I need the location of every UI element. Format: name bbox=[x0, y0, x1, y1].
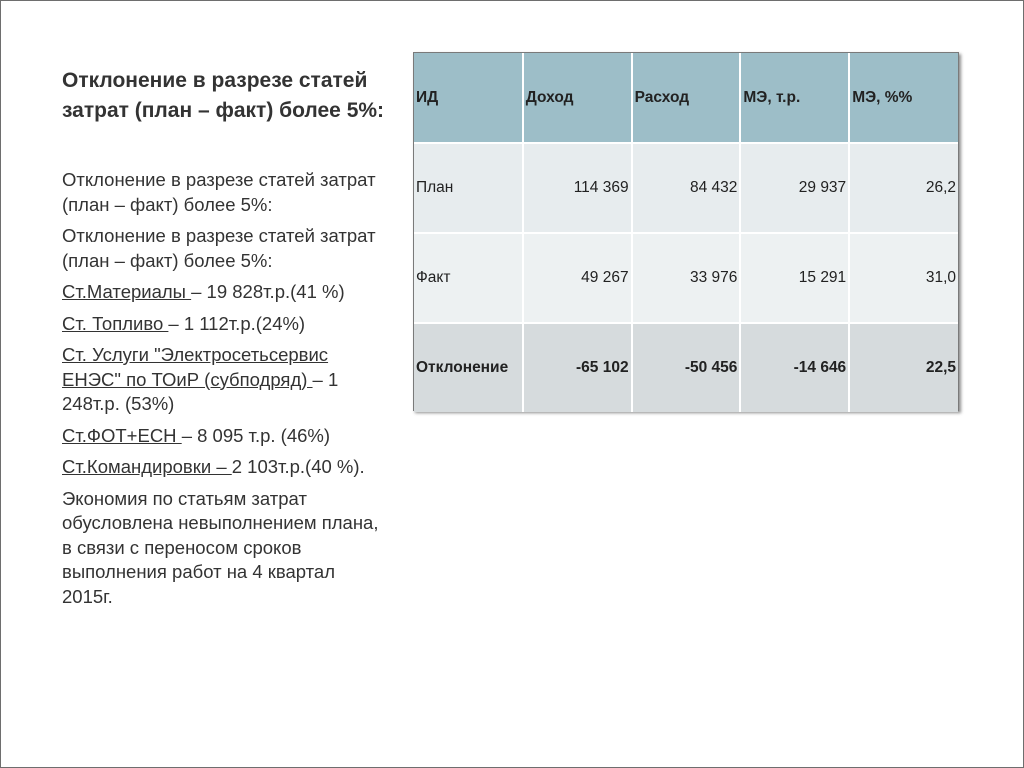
cost-item-link[interactable]: Ст. Услуги "Электросетьсервис ЕНЭС" по ТОиР (субподряд) bbox=[62, 344, 329, 390]
cost-item-value: 2 103т.р.(40 %). bbox=[231, 456, 365, 477]
table-cell: -14 646 bbox=[740, 323, 849, 412]
cost-item-value: – 8 095 т.р. (46%) bbox=[181, 424, 331, 446]
table-cell: 33 976 bbox=[632, 233, 741, 323]
table-cell: 26,2 bbox=[849, 143, 958, 233]
column-header: МЭ, т.р. bbox=[740, 53, 849, 143]
cost-item-fuel bbox=[62, 312, 382, 337]
table-cell: -65 102 bbox=[523, 323, 632, 412]
table-row-total bbox=[414, 323, 958, 412]
table-cell: Факт bbox=[414, 233, 523, 323]
body-paragraph: Отклонение в разрезе статей затрат (план – факт) более 5%: bbox=[62, 169, 376, 215]
cost-item-services bbox=[62, 343, 382, 417]
cost-item-link[interactable]: Ст.ФОТ+ЕСН bbox=[62, 424, 182, 446]
cost-item-link[interactable]: Ст.Командировки – bbox=[62, 456, 232, 477]
table-cell: План bbox=[414, 143, 523, 233]
cost-item-value: – 19 828т.р.(41 %) bbox=[191, 281, 345, 302]
table-row bbox=[414, 143, 958, 233]
table-cell: 49 267 bbox=[523, 233, 632, 323]
table-header-row bbox=[414, 53, 958, 143]
table-cell: 84 432 bbox=[632, 143, 741, 233]
table-cell: 114 369 bbox=[523, 143, 632, 233]
cost-item-link[interactable]: Ст. Топливо bbox=[62, 312, 169, 334]
cost-item-travel bbox=[62, 455, 382, 480]
column-header: МЭ, %% bbox=[849, 53, 958, 143]
table-cell: 29 937 bbox=[740, 143, 849, 233]
slide-title: Отклонение в разрезе статей затрат (план – факт) более 5%: bbox=[62, 69, 385, 122]
table-row bbox=[414, 233, 958, 323]
table-cell: 22,5 bbox=[849, 323, 958, 412]
cost-item-value: – 1 112т.р.(24%) bbox=[168, 312, 306, 334]
budget-table bbox=[413, 52, 959, 411]
column-header: ИД bbox=[416, 88, 439, 106]
column-header: Расход bbox=[632, 53, 741, 143]
body-paragraph: Отклонение в разрезе статей затрат (план – факт) более 5%: bbox=[62, 225, 376, 271]
slide-body bbox=[62, 168, 382, 616]
body-paragraph-conclusion: Экономия по статьям затрат обусловлена невыполнением плана, в связи с переносом сроков выполнения работ на 4 квартал 2015г. bbox=[62, 487, 379, 607]
table-cell: 15 291 bbox=[740, 233, 849, 323]
cost-item-value: – 1 248т.р. (53%) bbox=[62, 368, 339, 414]
table-cell: 31,0 bbox=[849, 233, 958, 323]
cost-item-materials bbox=[62, 280, 382, 305]
table-cell: -50 456 bbox=[632, 323, 741, 412]
column-header: Доход bbox=[523, 53, 632, 143]
cost-item-link[interactable]: Ст.Материалы bbox=[62, 281, 192, 302]
table-cell: Отклонение bbox=[414, 323, 523, 412]
cost-item-payroll bbox=[62, 424, 382, 449]
